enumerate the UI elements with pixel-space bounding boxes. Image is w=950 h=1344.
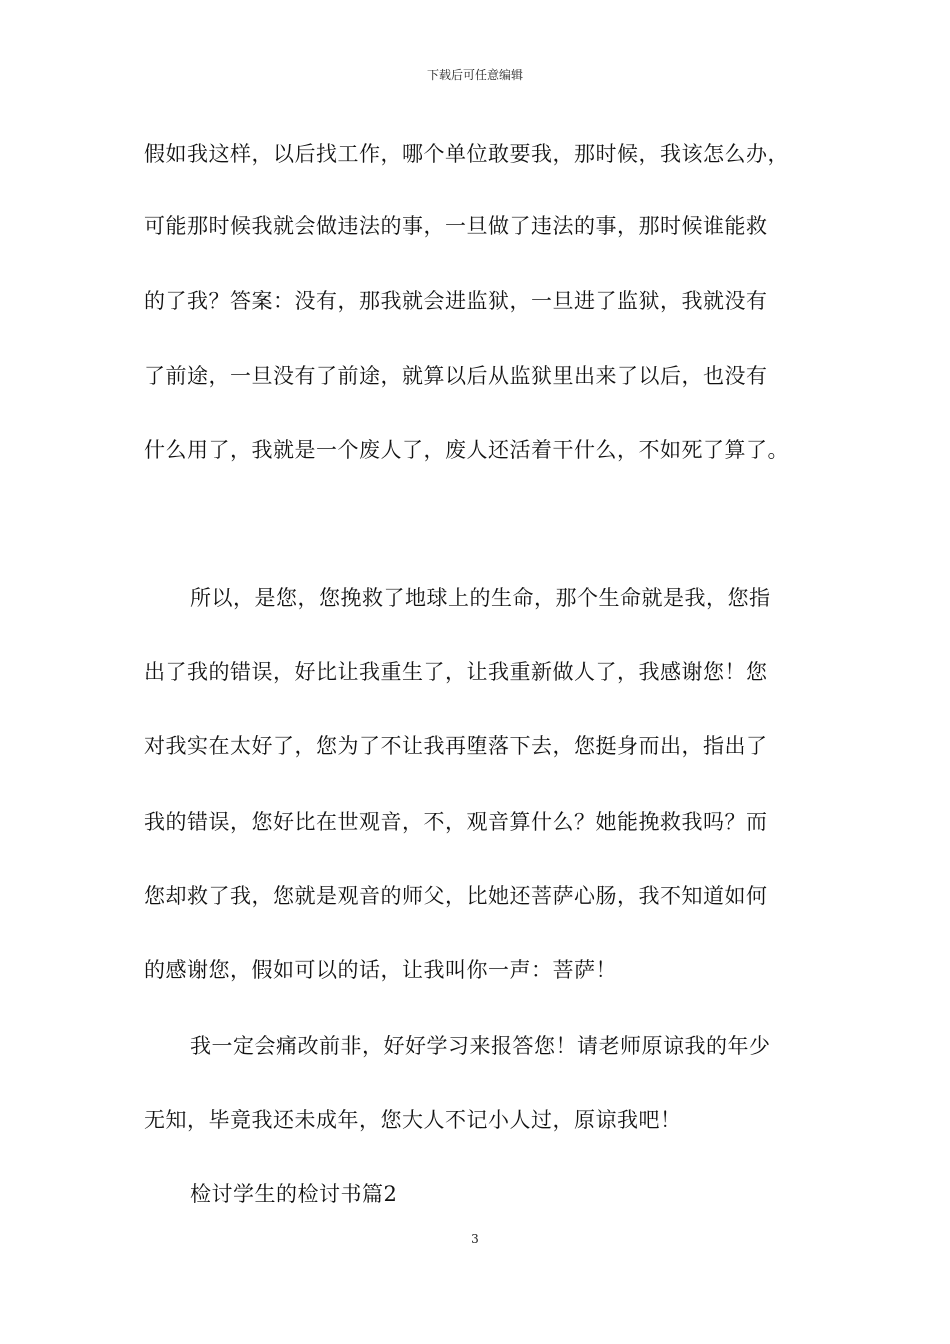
- body-line: 出了我的错误，好比让我重生了，让我重新做人了，我感谢您！您: [144, 660, 768, 684]
- body-line: 对我实在太好了，您为了不让我再堕落下去，您挺身而出，指出了: [144, 734, 768, 758]
- body-line: 的感谢您，假如可以的话，让我叫你一声：菩萨！: [144, 958, 617, 982]
- body-line: 可能那时候我就会做违法的事，一旦做了违法的事，那时候谁能救: [144, 214, 768, 238]
- body-line: 假如我这样，以后找工作，哪个单位敢要我，那时候，我该怎么办，: [144, 142, 789, 166]
- body-line: 的了我？答案：没有，那我就会进监狱，一旦进了监狱，我就没有: [144, 289, 768, 313]
- header-note: 下载后可任意编辑: [426, 68, 523, 82]
- section-heading: 检讨学生的检讨书篇2: [190, 1182, 398, 1206]
- page-number: 3: [471, 1232, 479, 1246]
- body-line: 我的错误，您好比在世观音，不，观音算什么？她能挽救我吗？而: [144, 810, 768, 834]
- body-line: 什么用了，我就是一个废人了，废人还活着干什么，不如死了算了。: [144, 438, 789, 462]
- body-line: 无知，毕竟我还未成年，您大人不记小人过，原谅我吧！: [144, 1108, 682, 1132]
- body-line: 您却救了我，您就是观音的师父，比她还菩萨心肠，我不知道如何: [144, 884, 768, 908]
- body-line: 了前途，一旦没有了前途，就算以后从监狱里出来了以后，也没有: [144, 364, 768, 388]
- paragraph-start-line: 我一定会痛改前非，好好学习来报答您！请老师原谅我的年少: [190, 1034, 771, 1058]
- paragraph-start-line: 所以，是您，您挽救了地球上的生命，那个生命就是我，您指: [190, 586, 771, 610]
